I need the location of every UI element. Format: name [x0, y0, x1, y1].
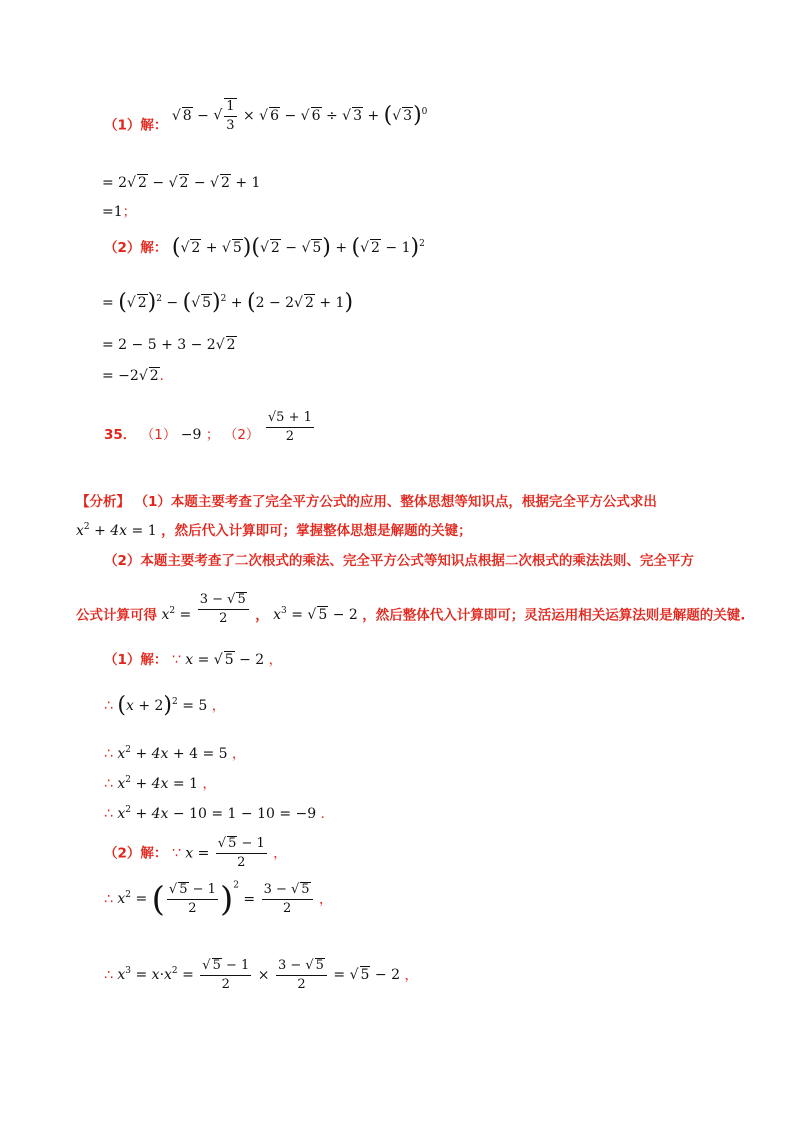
- solution2-line-1: （2）解： ∵ x = $\frac{√ 5 - 1}{2}$ ，: [104, 836, 287, 870]
- solution1-line-4: ∴ $x^2 + 4x = 1$ ，: [104, 775, 216, 792]
- question-number: 35．: [104, 427, 137, 444]
- analysis-line-3: （2）本题主要考查了二次根式的乘法、完全平方公式等知识点根据二次根式的乘法法则、完全平方: [104, 553, 694, 569]
- analysis-line-2: $x^2 + 4x = 1$ ，然后代入计算即可；掌握整体思想是解题的关键；: [76, 522, 472, 539]
- math-line: =1；: [102, 204, 137, 220]
- math-line: = (√ 2)$^2$ − (√ 5)$^2$ + (2 − 2√ 2 + 1): [102, 290, 354, 315]
- math-line: = 2 − 5 + 3 − 2√ 2: [102, 337, 236, 353]
- because-icon: ∵: [171, 652, 181, 668]
- therefore-icon: ∴: [104, 891, 113, 908]
- solution1-line-5: ∴ $x^2 + 4x - 10 = 1 - 10 = -9$ ．: [104, 805, 335, 822]
- math-expression: (√ 2 + √ 5)(√ 2 − √ 5) + (√ 2 − 1)$^2$: [171, 235, 425, 260]
- part2-label: （2）解：: [104, 240, 168, 256]
- math-line: = 2√ 2 − √ 2 − √ 2 + 1: [102, 175, 261, 191]
- answer-1: −9: [180, 427, 202, 444]
- solution2-line-3: ∴ $x^3 = x\cdot x^2$ = $\frac{√ 5 - 1}{2}$ × $\frac{3 - √ 5}{2}$ = √ 5 − 2 ，: [104, 958, 418, 992]
- analysis-line-4: 公式计算可得 $x^2$ = $\frac{3 - √ 5}{2}$ ， $x^3$ = √ 5 − 2 ，然后整体代入计算即可；灵活运用相关运算法则是解题的关键.: [76, 592, 746, 626]
- prev-part2-line: [104, 236, 425, 259]
- therefore-icon: ∴: [104, 776, 113, 792]
- solution1-line-2: ∴ $(x + 2)^2 = 5$ ，: [104, 693, 226, 718]
- therefore-icon: ∴: [104, 806, 113, 822]
- analysis-tag: 【分析】: [76, 494, 130, 510]
- analysis-line-1: 【分析】 （1）本题主要考查了完全平方公式的应用、整体思想等知识点，根据完全平方公式求出: [76, 494, 657, 510]
- math-line: = −2√ 2．: [102, 368, 174, 384]
- therefore-icon: ∴: [104, 746, 113, 762]
- prev-part1-line: [104, 99, 428, 143]
- therefore-icon: ∴: [104, 967, 113, 984]
- math-expression: √ 8 − √ $\frac{1}{3}$ × √ 6 − √ 6 ÷ √ 3 + (√ 3)$^0$: [171, 99, 428, 133]
- solution2-line-2: ∴ $x^2$ = ( $\frac{√ 5 - 1}{2}$ )$^2$ = $\frac{3 - √ 5}{2}$ ，: [104, 879, 333, 920]
- solution1-line-3: ∴ $x^2 + 4x + 4 = 5$ ，: [104, 745, 246, 762]
- because-icon: ∵: [171, 845, 181, 862]
- therefore-icon: ∴: [104, 698, 113, 714]
- part1-label: （1）解：: [104, 117, 168, 134]
- answer-2: $\frac{√5 + 1}{2}$: [267, 410, 312, 444]
- q35-answer-line: 35． （1） −9 ； （2） $\frac{√5 + 1}{2}$: [104, 410, 312, 444]
- solution1-line-1: （1）解： ∵ x = √ 5 − 2 ，: [104, 652, 283, 668]
